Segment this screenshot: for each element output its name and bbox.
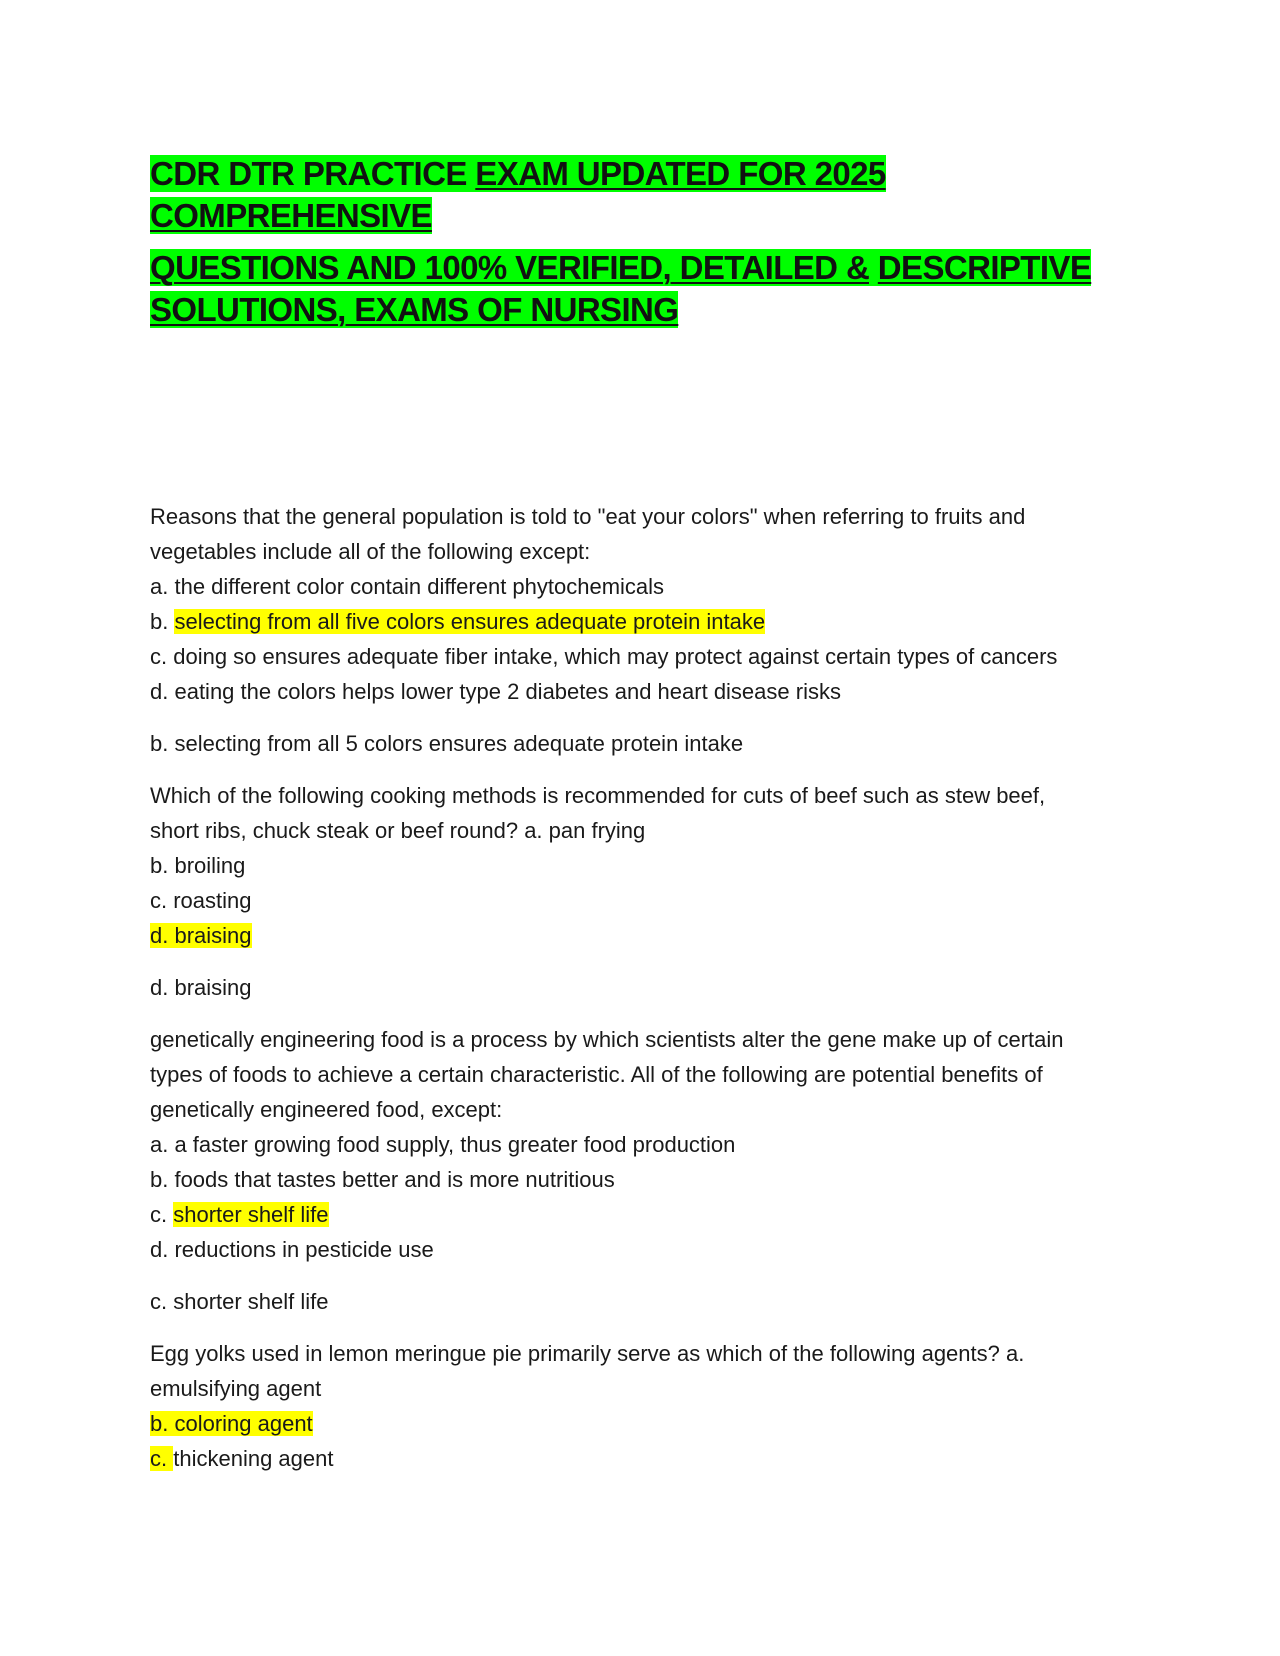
question-stem-line: vegetables include all of the following except: bbox=[150, 539, 591, 564]
option-c: c. roasting bbox=[150, 888, 252, 913]
option-c bbox=[150, 639, 1110, 674]
option-text: the different color contain different phytochemicals bbox=[174, 574, 665, 599]
title-segment-underlined: SOLUTIONS, EXAMS OF NURSING bbox=[150, 290, 679, 328]
question-stem-line: Reasons that the general population is told to "eat your colors" when referring to fruits and bbox=[150, 504, 1026, 529]
questions-body bbox=[150, 499, 1110, 1476]
title-line-3 bbox=[150, 248, 1130, 288]
option-text: doing so ensures adequate fiber intake, which may protect against certain types of cancers bbox=[173, 644, 1058, 669]
option-c bbox=[150, 1197, 1110, 1232]
title-line-1 bbox=[150, 154, 1130, 194]
option-d: d. reductions in pesticide use bbox=[150, 1237, 434, 1262]
option-c bbox=[150, 1441, 1110, 1476]
title-segment-underlined: EXAM UPDATED FOR 2025 bbox=[475, 155, 886, 192]
title-line-2 bbox=[150, 196, 1130, 236]
option-a: a. a faster growing food supply, thus greater food production bbox=[150, 1132, 736, 1157]
question-stem-line: genetically engineered food, except: bbox=[150, 1097, 503, 1122]
option-prefix: c. bbox=[150, 644, 174, 669]
answer-line: b. selecting from all 5 colors ensures adequate protein intake bbox=[150, 731, 744, 756]
option-prefix: d. bbox=[150, 679, 175, 704]
title-segment bbox=[869, 249, 878, 286]
option-d bbox=[150, 918, 1110, 953]
option-text: thickening agent bbox=[173, 1446, 334, 1471]
answer-line: c. shorter shelf life bbox=[150, 1289, 329, 1314]
question-stem-line: emulsifying agent bbox=[150, 1376, 322, 1401]
title-segment: CDR DTR PRACTICE bbox=[150, 155, 476, 192]
question-stem-line: types of foods to achieve a certain characteristic. All of the following are potential benefits of bbox=[150, 1062, 1043, 1087]
question-stem-line: Which of the following cooking methods is recommended for cuts of beef such as stew beef, bbox=[150, 783, 1046, 808]
option-prefix: c. bbox=[150, 1202, 174, 1227]
option-text: eating the colors helps lower type 2 diabetes and heart disease risks bbox=[174, 679, 841, 704]
option-b: b. broiling bbox=[150, 853, 246, 878]
highlighted-option-text: selecting from all five colors ensures adequate protein intake bbox=[174, 609, 766, 634]
option-a bbox=[150, 569, 1110, 604]
answer-line: d. braising bbox=[150, 975, 252, 1000]
highlighted-option-prefix: c. bbox=[150, 1446, 174, 1471]
title-segment-underlined: COMPREHENSIVE bbox=[150, 196, 432, 234]
option-d bbox=[150, 674, 1110, 709]
highlighted-option-text: b. coloring agent bbox=[150, 1411, 313, 1436]
option-prefix: a. bbox=[150, 574, 175, 599]
option-prefix: b. bbox=[150, 609, 175, 634]
option-b: b. foods that tastes better and is more nutritious bbox=[150, 1167, 615, 1192]
document-title bbox=[150, 154, 1130, 329]
highlighted-option-text: shorter shelf life bbox=[173, 1202, 329, 1227]
question-stem-line: genetically engineering food is a process by which scientists alter the gene make up of certain bbox=[150, 1027, 1064, 1052]
option-b bbox=[150, 1406, 1110, 1441]
title-line-4 bbox=[150, 290, 1130, 330]
question-stem-line: short ribs, chuck steak or beef round? a. pan frying bbox=[150, 818, 646, 843]
option-b bbox=[150, 604, 1110, 639]
question-stem-line: Egg yolks used in lemon meringue pie primarily serve as which of the following agents? a. bbox=[150, 1341, 1025, 1366]
title-segment-underlined: DESCRIPTIVE bbox=[877, 249, 1092, 287]
highlighted-option-text: d. braising bbox=[150, 923, 252, 948]
title-segment-underlined: QUESTIONS AND 100% VERIFIED, DETAILED & bbox=[150, 249, 870, 287]
